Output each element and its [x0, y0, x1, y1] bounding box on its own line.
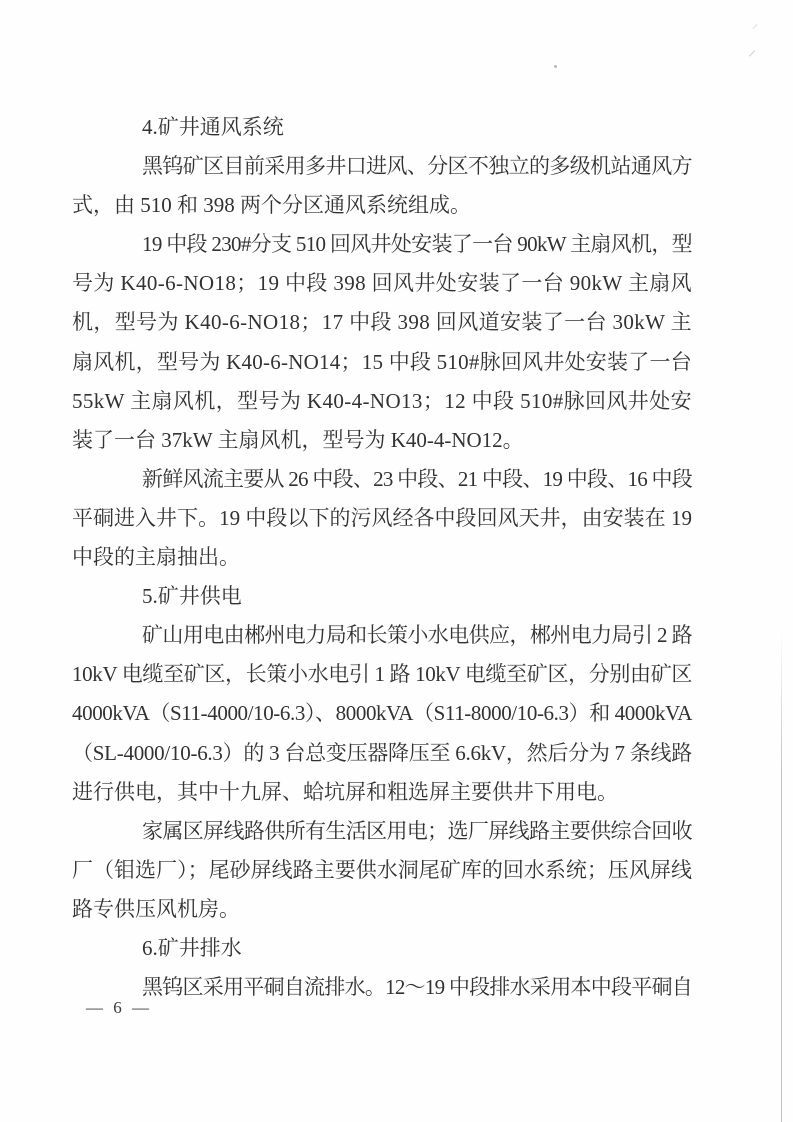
section-heading [72, 929, 692, 968]
text-line-content: （SL-4000/10-6.3）的 3 台总变压器降压至 6.6kV，然后分为 7 条线路 [72, 740, 692, 765]
scan-speck [753, 24, 758, 29]
text-line [72, 499, 692, 538]
text-line [72, 968, 692, 1007]
section-heading [72, 577, 692, 616]
text-line-content: 厂（钼选厂）；尾砂屏线路主要供水洞尾矿库的回水系统；压风屏线 [72, 857, 692, 882]
text-line [72, 303, 692, 342]
text-line [72, 773, 692, 812]
text-line-content: 4000kVA（S11-4000/10-6.3）、8000kVA（S11-8000/10-6.3）和 4000kVA [72, 701, 692, 726]
text-line-content: 平硐进入井下。19 中段以下的污风经各中段回风天井，由安装在 19 [72, 505, 692, 530]
text-line-content: 进行供电，其中十九屏、蛤坑屏和粗选屏主要供井下用电。 [72, 779, 618, 804]
text-line-content: 号为 K40-6-NO18；19 中段 398 回风井处安装了一台 90kW 主扇风 [72, 271, 692, 296]
section-heading-text: 5.矿井供电 [142, 584, 242, 609]
page-number: — 6 — [86, 998, 152, 1017]
text-line-content: 黑钨区采用平硐自流排水。12～19 中段排水采用本中段平硐自 [142, 975, 692, 1000]
text-line [72, 421, 692, 460]
text-line [72, 655, 692, 694]
section-heading-text: 6.矿井排水 [142, 935, 242, 960]
text-line-content: 家属区屏线路供所有生活区用电；选厂屏线路主要供综合回收 [142, 818, 692, 843]
text-line [72, 147, 692, 186]
scan-edge-line [781, 630, 782, 1122]
section-heading-text: 4.矿井通风系统 [142, 115, 284, 139]
text-line-content: 路专供压风机房。 [72, 896, 240, 921]
text-line [72, 538, 692, 577]
text-line-content: 新鲜风流主要从 26 中段、23 中段、21 中段、19 中段、16 中段 [142, 466, 692, 491]
text-line-content: 扇风机，型号为 K40-6-NO14；15 中段 510#脉回风井处安装了一台 [72, 349, 692, 374]
text-line [72, 343, 692, 382]
text-line [72, 460, 692, 499]
text-line [72, 264, 692, 303]
text-line [72, 851, 692, 890]
text-line-content: 中段的主扇抽出。 [72, 545, 240, 570]
text-line-content: 19 中段 230#分支 510 回风井处安装了一台 90kW 主扇风机，型 [142, 232, 692, 257]
text-line [72, 382, 692, 421]
section-heading [72, 108, 692, 147]
text-line-content: 黑钨矿区目前采用多井口进风、分区不独立的多级机站通风方 [142, 154, 692, 179]
text-line [72, 616, 692, 655]
text-line [72, 694, 692, 733]
scan-speck [749, 50, 755, 56]
text-line [72, 225, 692, 264]
text-line-content: 矿山用电由郴州电力局和长策小水电供应，郴州电力局引 2 路 [142, 623, 692, 648]
text-column [72, 108, 692, 1007]
text-line-content: 机，型号为 K40-6-NO18；17 中段 398 回风道安装了一台 30kW 主 [72, 310, 692, 335]
text-line [72, 812, 692, 851]
text-line-content: 10kV 电缆至矿区，长策小水电引 1 路 10kV 电缆至矿区，分别由矿区 [72, 662, 692, 687]
text-line [72, 734, 692, 773]
text-line-content: 装了一台 37kW 主扇风机，型号为 K40-4-NO12。 [72, 427, 524, 452]
text-line-content: 式，由 510 和 398 两个分区通风系统组成。 [72, 193, 471, 218]
text-line-content: 55kW 主扇风机，型号为 K40-4-NO13；12 中段 510#脉回风井处安 [72, 388, 692, 413]
scan-speck [554, 65, 557, 68]
text-line [72, 186, 692, 225]
text-line [72, 890, 692, 929]
